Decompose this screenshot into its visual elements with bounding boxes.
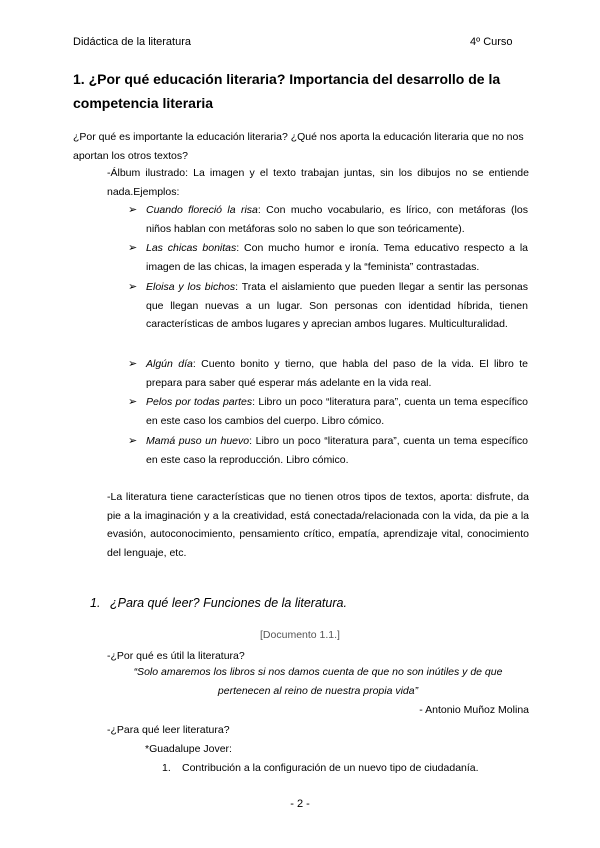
jover-label: *Guadalupe Jover:: [145, 743, 232, 755]
bullet-arrow-icon: ➢: [128, 396, 138, 408]
section-number: 1.: [90, 596, 101, 610]
section-title: ¿Para qué leer? Funciones de la literatura.: [110, 596, 347, 610]
example-title: Pelos por todas partes: [146, 396, 253, 408]
example-title: Cuando floreció la risa: [146, 204, 258, 216]
bullet-arrow-icon: ➢: [128, 358, 138, 370]
question-useful: -¿Por qué es útil la literatura?: [107, 650, 245, 662]
quote-author: - Antonio Muñoz Molina: [419, 704, 529, 716]
example-sep: :: [252, 396, 256, 408]
example-item: [146, 201, 528, 238]
example-text: Con mucho humor e ironía. Tema educativo respecto a la imagen de las chicas, la imagen esperada y la “feminista” contrastadas.: [146, 242, 529, 273]
example-text: Trata el aislamiento que pueden llegar a sentir las personas que llegan nuevas a un lugar. Son personas con identidad híbrida, tienen características de ambos lugares y aprecian ambos lugares. Multiculturalidad.: [146, 281, 528, 330]
quote: [107, 663, 529, 700]
example-text: Con mucho vocabulario, es lírico, con metáforas (los niños hablan con metáforas solo no saben lo que son teóricamente).: [146, 204, 528, 235]
example-item: [146, 239, 528, 276]
page-title-line2: competencia literaria: [73, 95, 214, 111]
bullet-arrow-icon: ➢: [128, 435, 138, 447]
example-sep: :: [236, 242, 240, 254]
list-item-text: Contribución a la configuración de un nuevo tipo de ciudadanía.: [182, 762, 479, 774]
bullet-arrow-icon: ➢: [128, 242, 138, 254]
question-read: -¿Para qué leer literatura?: [107, 724, 230, 736]
example-item: [146, 432, 528, 469]
example-item: [146, 393, 528, 430]
example-sep: :: [249, 435, 253, 447]
document-reference: [Documento 1.1.]: [260, 629, 340, 641]
literature-paragraph: -La literatura tiene características que no tienen otros tipos de textos, aporta: disfrute, da pie a la imaginación y a la creatividad, está conectada/relacionada con la vida, da pie a la evasión, autoconocimiento, pensamiento crítico, empatía, aprendizaje vital, conocimiento del lenguaje, etc.: [107, 491, 529, 559]
example-sep: :: [192, 358, 196, 370]
example-title: Eloisa y los bichos: [146, 281, 236, 293]
album-paragraph: -Álbum ilustrado: La imagen y el texto trabajan juntas, sin los dibujos no se entiende nada.Ejemplos:: [107, 167, 529, 198]
example-text: Libro un poco “literatura para”, cuenta un tema específico en este caso los cambios del cuerpo. Libro cómico.: [146, 396, 528, 427]
example-sep: :: [257, 204, 261, 216]
example-text: Libro un poco “literatura para”, cuenta un tema específico en este caso la reproducción. Libro cómico.: [146, 435, 528, 466]
example-text: Cuento bonito y tierno, que habla del paso de la vida. El libro te prepara para saber qué esperar más adelante en la vida real.: [146, 358, 528, 389]
list-item: [162, 759, 479, 778]
page-number: - 2 -: [290, 798, 310, 810]
example-title: Las chicas bonitas: [146, 242, 237, 254]
example-sep: :: [235, 281, 239, 293]
page-title: [73, 67, 533, 115]
bullet-arrow-icon: ➢: [128, 281, 138, 293]
header-left: Didáctica de la literatura: [73, 36, 192, 48]
example-title: Algún día: [146, 358, 193, 370]
header-right: 4º Curso: [470, 36, 513, 48]
quote-line2: pertenecen al reino de nuestra propia vida”: [217, 684, 419, 697]
intro-paragraph: ¿Por qué es importante la educación literaria? ¿Qué nos aporta la educación literaria que no nos aportan los otros textos?: [73, 131, 524, 162]
bullet-arrow-icon: ➢: [128, 204, 138, 216]
example-item: [146, 278, 528, 334]
page-title-line1: 1. ¿Por qué educación literaria? Importancia del desarrollo de la: [73, 71, 501, 87]
section-heading: [90, 596, 347, 610]
list-item-number: 1.: [162, 762, 171, 774]
example-title: Mamá puso un huevo: [146, 435, 250, 447]
quote-line1: “Solo amaremos los libros si nos damos cuenta de que no son inútiles y de que: [133, 666, 503, 678]
example-item: [146, 355, 528, 392]
